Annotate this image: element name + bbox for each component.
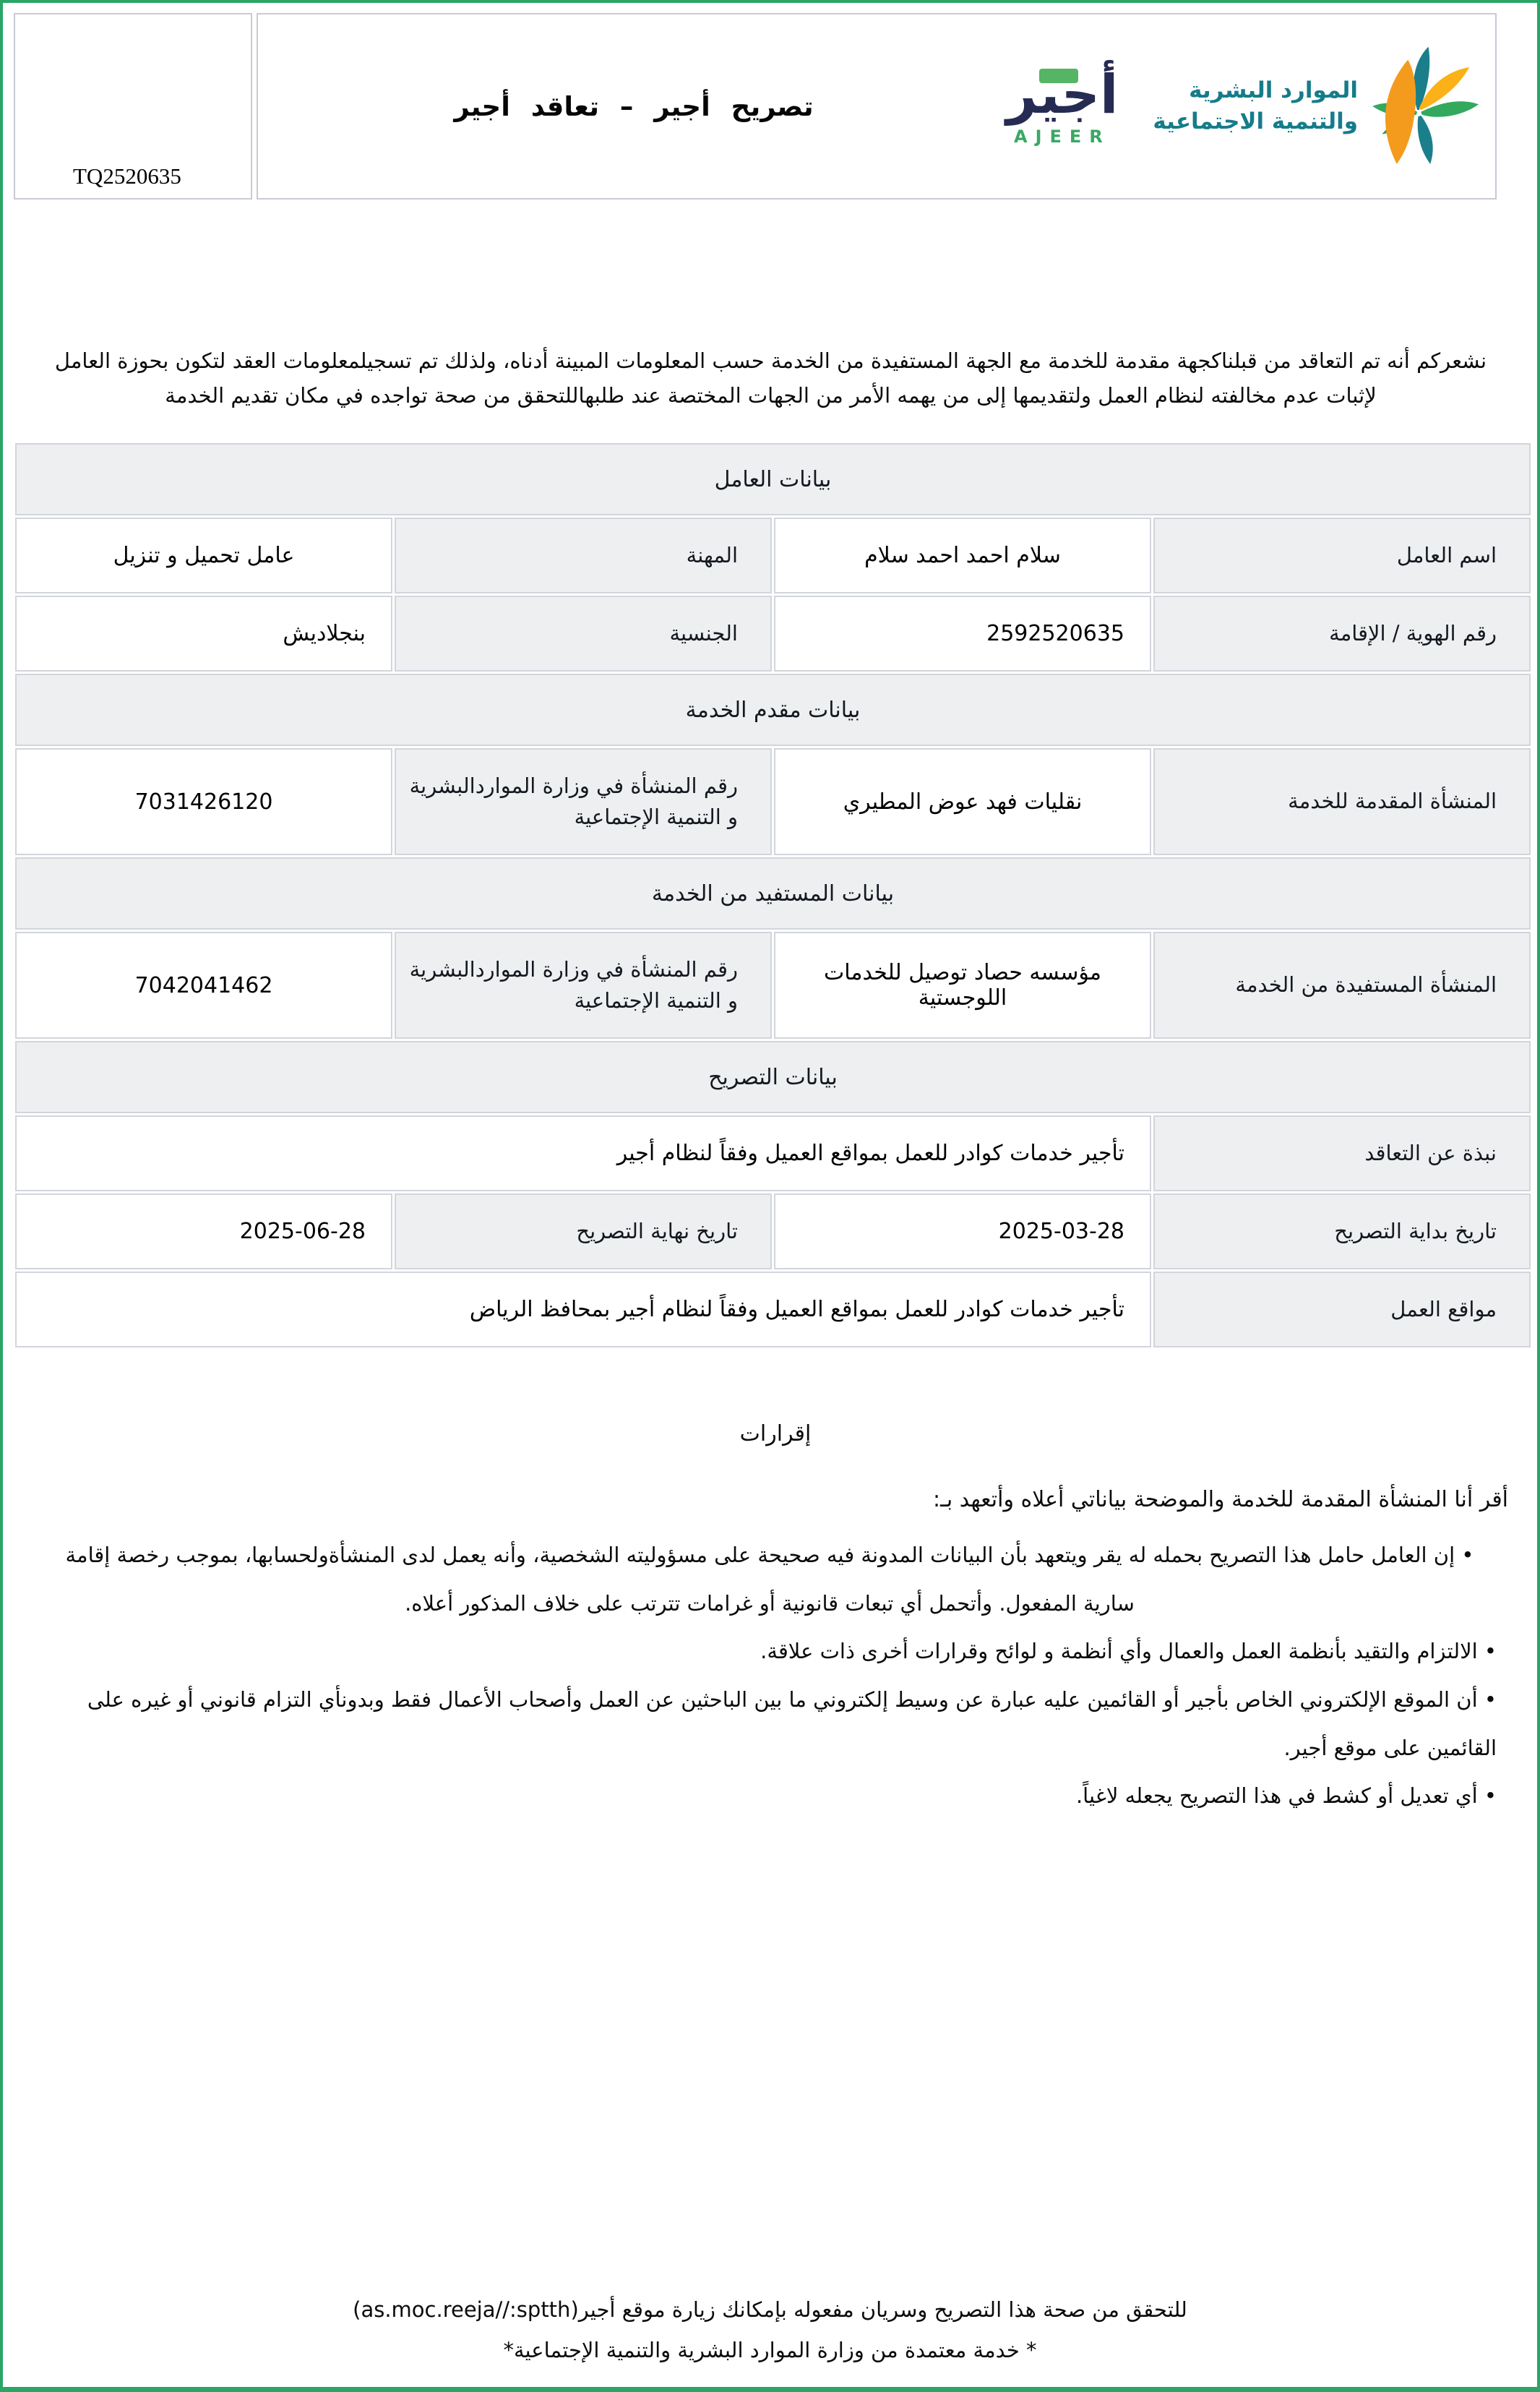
value-end-date: 2025-06-28 — [15, 1193, 392, 1269]
value-profession: عامل تحميل و تنزيل — [15, 518, 392, 593]
declaration-item: • إن العامل حامل هذا التصريح بحمله له يقر ويتعهد بأن البيانات المدونة فيه صحيحة على مسؤوليته الشخصية، وأنه يعمل لدى المنشأةولحسابها، بموجب رخصة إقامة سارية المفعول. وأتحمل أي تبعات قانونية أو غرامات تترتب على خلاف المذكور أعلاه. — [43, 1531, 1497, 1627]
value-provider-number: 7031426120 — [15, 748, 392, 855]
ajeer-logo-mark — [1006, 64, 1119, 127]
label-profession: المهنة — [395, 518, 772, 593]
label-nationality: الجنسية — [395, 596, 772, 672]
declarations-list — [43, 1531, 1508, 1820]
section-title-permit: بيانات التصريح — [15, 1041, 1531, 1113]
ajeer-logo — [1006, 66, 1118, 146]
permit-table — [13, 441, 1533, 1350]
table-row — [15, 1272, 1531, 1347]
label-beneficiary-number: رقم المنشأة في وزارة المواردالبشرية و التنمية الإجتماعية — [395, 932, 772, 1039]
ministry-name-line2: والتنمية الاجتماعية — [1153, 108, 1358, 134]
declaration-item: • أي تعديل أو كشط في هذا التصريح يجعله لاغياً. — [43, 1772, 1497, 1820]
table-row — [15, 748, 1531, 855]
label-contract-summary: نبذة عن التعاقد — [1153, 1115, 1531, 1191]
label-beneficiary-name: المنشأة المستفيدة من الخدمة — [1153, 932, 1531, 1039]
label-end-date: تاريخ نهاية التصريح — [395, 1193, 772, 1269]
table-row — [15, 1115, 1531, 1191]
value-start-date: 2025-03-28 — [774, 1193, 1151, 1269]
label-start-date: تاريخ بداية التصريح — [1153, 1193, 1531, 1269]
table-row — [15, 932, 1531, 1039]
declaration-item: • الالتزام والتقيد بأنظمة العمل والعمال وأي أنظمة و لوائح وقرارات أخرى ذات علاقة. — [43, 1627, 1497, 1676]
value-id-number: 2592520635 — [774, 596, 1151, 672]
footer-verification-note: للتحقق من صحة هذا التصريح وسريان مفعوله بإمكانك زيارة موقع أجير(as.moc.reeja//:sptth) — [353, 2297, 1187, 2322]
permit-number-box — [14, 13, 252, 200]
ministry-name — [1153, 75, 1358, 138]
footer-approved-note: * خدمة معتمدة من وزارة الموارد البشرية والتنمية الإجتماعية* — [503, 2338, 1037, 2363]
section-title-provider: بيانات مقدم الخدمة — [15, 674, 1531, 746]
value-nationality: بنجلاديش — [15, 596, 392, 672]
section-title-worker: بيانات العامل — [15, 443, 1531, 515]
ajeer-logo-arabic: أجير — [1006, 64, 1119, 127]
section-beneficiary — [15, 857, 1531, 930]
table-row — [15, 1193, 1531, 1269]
ministry-name-line1: الموارد البشرية — [1189, 77, 1358, 103]
label-work-locations: مواقع العمل — [1153, 1272, 1531, 1347]
label-id-number: رقم الهوية / الإقامة — [1153, 596, 1531, 672]
declarations-intro: أقر أنا المنشأة المقدمة للخدمة والموضحة بياناتي أعلاه وأتعهد بـ: — [932, 1487, 1508, 1512]
header-box — [257, 13, 1497, 200]
declarations-title: إقرارات — [739, 1421, 812, 1446]
value-contract-summary: تأجير خدمات كوادر للعمل بمواقع العميل وفقاً لنظام أجير — [15, 1115, 1151, 1191]
declaration-item: • أن الموقع الإلكتروني الخاص بأجير أو القائمين عليه عبارة عن وسيط إلكتروني ما بين الباحثين عن العمل وأصحاب الأعمال فقط وبدونأي التزام قانوني أو غيره على القائمين على موقع أجير. — [43, 1676, 1497, 1772]
intro-paragraph: نشعركم أنه تم التعاقد من قبلناكجهة مقدمة للخدمة مع الجهة المستفيدة من الخدمة حسب المعلومات المبينة أدناه، ولذلك تم تسجيلمعلومات العقد لتكون بحوزة العامل لإثبات عدم مخالفته لنظام العمل ولتقديمها إلى من يهمه الأمر من الجهات المختصة عند طلبهاللتحقق من صحة تواجده في مكان تقديم الخدمة — [54, 348, 1487, 408]
value-worker-name: سلام احمد احمد سلام — [774, 518, 1151, 593]
ministry-logo — [1153, 45, 1484, 168]
label-provider-name: المنشأة المقدمة للخدمة — [1153, 748, 1531, 855]
table-row — [15, 596, 1531, 672]
footer — [3, 2289, 1537, 2371]
section-provider — [15, 674, 1531, 746]
section-worker — [15, 443, 1531, 515]
table-row — [15, 518, 1531, 593]
permit-number: TQ2520635 — [73, 163, 181, 189]
label-worker-name: اسم العامل — [1153, 518, 1531, 593]
section-permit — [15, 1041, 1531, 1113]
ajeer-logo-latin: AJEER — [1014, 126, 1111, 147]
label-provider-number: رقم المنشأة في وزارة المواردالبشرية و التنمية الإجتماعية — [395, 748, 772, 855]
ministry-emblem-icon — [1369, 45, 1484, 168]
declarations-section — [43, 1421, 1508, 1820]
document-title: تصريح أجير – تعاقد أجير — [454, 90, 814, 122]
value-beneficiary-name: مؤسسه حصاد توصيل للخدمات اللوجستية — [774, 932, 1151, 1039]
value-provider-name: نقليات فهد عوض المطيري — [774, 748, 1151, 855]
value-work-locations: تأجير خدمات كوادر للعمل بمواقع العميل وفقاً لنظام أجير بمحافظ الرياض — [15, 1272, 1151, 1347]
section-title-beneficiary: بيانات المستفيد من الخدمة — [15, 857, 1531, 930]
value-beneficiary-number: 7042041462 — [15, 932, 392, 1039]
logo-group — [1006, 14, 1484, 198]
